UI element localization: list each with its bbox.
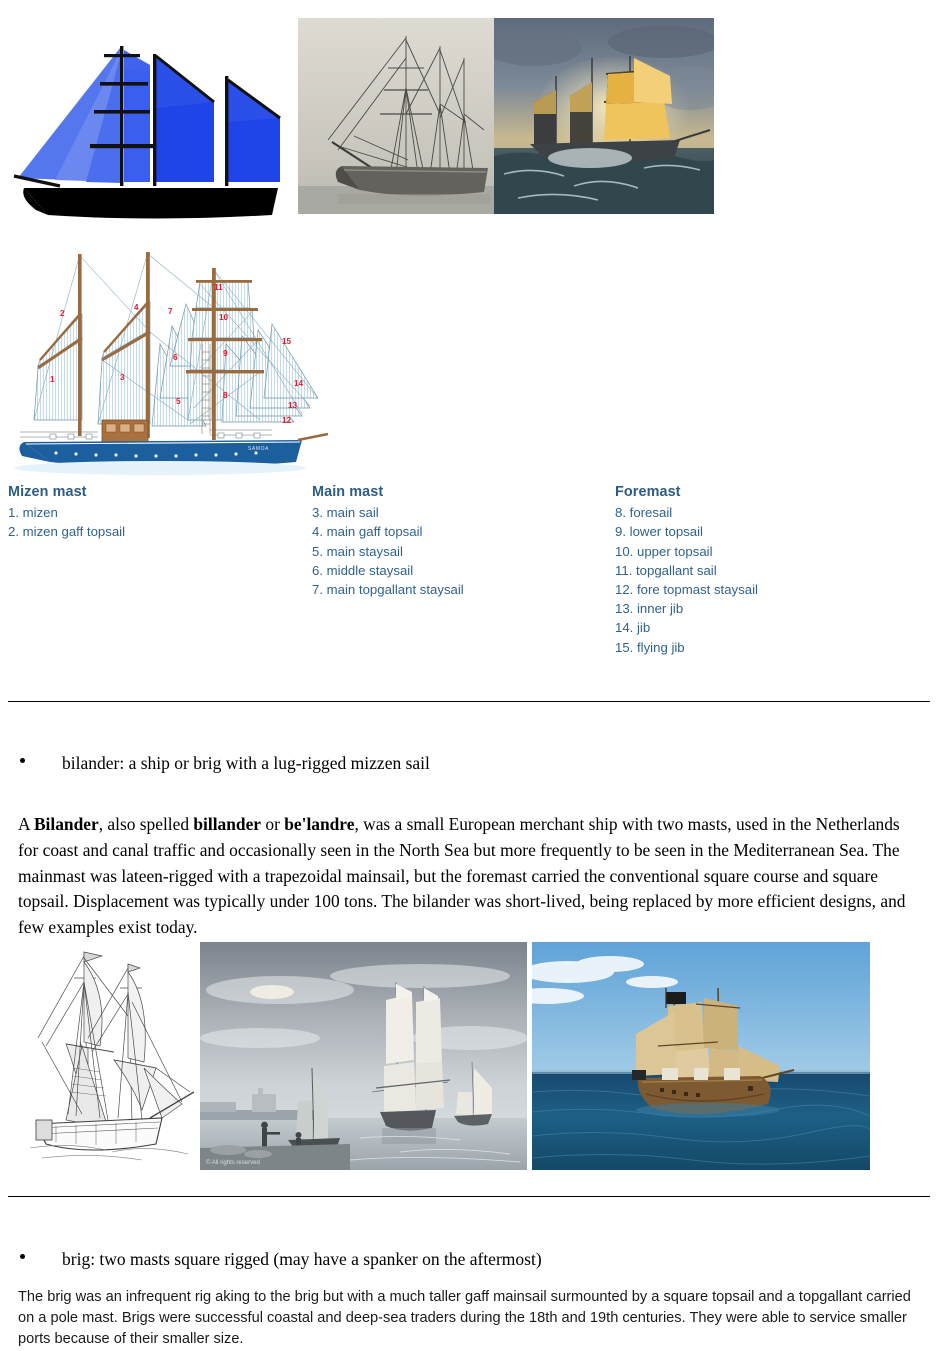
svg-text:9: 9 (223, 349, 228, 358)
numbered-rigging-diagram (10, 248, 330, 480)
ship-name-text: SAMOA (248, 446, 270, 452)
legend-title-foremast: Foremast (615, 484, 681, 500)
legend-item: 7. main topgallant staysail (312, 582, 464, 598)
bilander-render-svg (532, 942, 870, 1170)
barquentine-photo-svg (298, 18, 494, 214)
bilander-bullet-text: bilander: a ship or brig with a lug-rigged mizzen sail (62, 753, 430, 773)
legend-item: 15. flying jib (615, 639, 685, 655)
bilander-3d-render (532, 942, 870, 1170)
legend-list-main (312, 503, 464, 599)
legend-item: 12. fore topmast staysail (615, 582, 758, 598)
sail-plan-diagram (0, 10, 300, 225)
sail-plan-svg (0, 10, 300, 225)
svg-text:1: 1 (50, 375, 55, 384)
bilander-line-drawing (22, 942, 198, 1170)
legend-list-mizen (8, 503, 125, 541)
svg-text:5: 5 (176, 397, 181, 406)
legend-column-main-mast (312, 483, 464, 599)
barquentine-photograph (298, 18, 494, 214)
svg-text:4: 4 (134, 303, 139, 312)
legend-item: 5. main staysail (312, 543, 403, 559)
bilander-painting-svg (200, 942, 527, 1170)
bilander-paragraph: A Bilander, also spelled billander or be'landre, was a small European merchant ship with two masts, used in the Netherlands for coast and canal traffic and occasionally seen in the North Sea but more frequently to be seen in the Mediterranean Sea. The mainmast was lateen-rigged with a trapezoidal mainsail, but the foremast carried the conventional square course and square topsail. Displacement was typically under 100 tons. The bilander was short-lived, being replaced by more efficient designs, and few examples exist today. (18, 814, 906, 937)
svg-text:15: 15 (282, 337, 292, 346)
svg-text:13: 13 (288, 401, 298, 410)
legend-item: 9. lower topsail (615, 524, 703, 540)
legend-column-mizen-mast (8, 483, 125, 542)
svg-text:3: 3 (120, 373, 125, 382)
svg-text:14: 14 (294, 379, 304, 388)
brig-paragraph: The brig was an infrequent rig aking to the brig but with a much taller gaff mainsail surmounted by a square topsail and a topgallant carried on a pole mast. Brigs were successful coastal and deep-sea traders during the 18th and 19th centuries. They were able to service smaller ports because of their smaller size. (18, 1288, 911, 1348)
bullet-dot-icon (20, 1254, 25, 1259)
legend-item: 6. middle staysail (312, 562, 414, 578)
legend-item: 3. main sail (312, 505, 379, 521)
legend-item: 8. foresail (615, 505, 673, 521)
legend-item: 11. topgallant sail (615, 562, 717, 578)
legend-title-mizen: Mizen mast (8, 484, 87, 500)
barquentine-painting-svg (494, 18, 714, 214)
bilander-drawing-svg (22, 942, 198, 1170)
brig-bullet (20, 1249, 900, 1270)
bilander-bullet (20, 753, 900, 774)
legend-list-foremast (615, 503, 758, 657)
legend-item: 14. jib (615, 620, 651, 636)
svg-text:7: 7 (168, 307, 173, 316)
rigging-diagram-svg (10, 248, 330, 480)
legend-title-main: Main mast (312, 484, 384, 500)
svg-text:10: 10 (219, 313, 229, 322)
legend-item: 4. main gaff topsail (312, 524, 423, 540)
svg-text:2: 2 (60, 309, 65, 318)
svg-text:8: 8 (223, 391, 228, 400)
brig-bullet-text: brig: two masts square rigged (may have a spanker on the aftermost) (62, 1249, 542, 1269)
legend-item: 2. mizen gaff topsail (8, 524, 126, 540)
bullet-dot-icon (20, 758, 25, 763)
legend-item: 10. upper topsail (615, 543, 713, 559)
svg-text:12: 12 (282, 416, 292, 425)
legend-item: 13. inner jib (615, 601, 684, 617)
legend-item: 1. mizen (8, 505, 58, 521)
section-divider-bottom (8, 1196, 930, 1197)
svg-text:6: 6 (173, 353, 178, 362)
section-divider-top (8, 701, 930, 702)
painting-watermark: © All rights reserved (206, 1160, 260, 1166)
bilander-marine-painting (200, 942, 527, 1170)
barquentine-painting (494, 18, 714, 214)
legend-column-foremast (615, 483, 758, 657)
svg-text:11: 11 (214, 283, 223, 292)
